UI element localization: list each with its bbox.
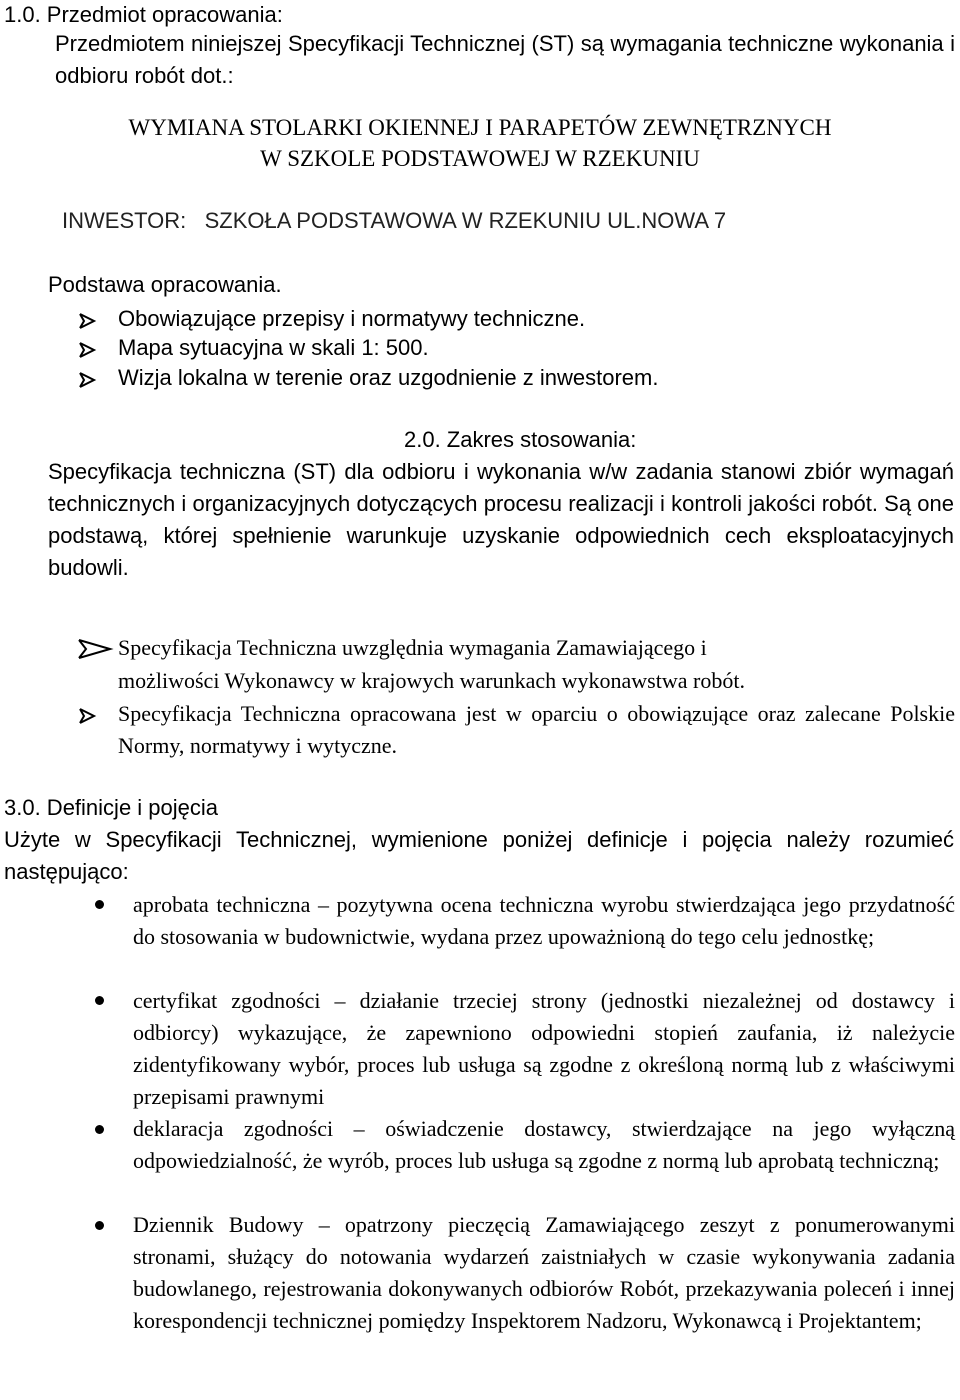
- bullet-dot-icon: [95, 996, 104, 1005]
- definition-item: aprobata techniczna – pozytywna ocena techniczna wyrobu stwierdzająca jego przydatność do stosowania w budownictwie, wydana przez upoważnioną do tego celu jednostkę;: [133, 892, 955, 949]
- arrow-bullet-icon: [78, 312, 98, 330]
- basis-heading: Podstawa opracowania.: [48, 272, 282, 297]
- basis-item: Wizja lokalna w terenie oraz uzgodnienie z inwestorem.: [118, 365, 659, 390]
- bullet-dot-icon: [95, 900, 104, 909]
- section-2-heading: 2.0. Zakres stosowania:: [404, 427, 637, 452]
- section-2-item-1-line-2: możliwości Wykonawcy w krajowych warunkach wykonawstwa robót.: [118, 668, 745, 693]
- bullet-dot-icon: [95, 1221, 104, 1230]
- section-3-intro: Użyte w Specyfikacji Technicznej, wymienione poniżej definicje i pojęcia należy rozumieć następująco:: [4, 827, 954, 884]
- project-title-line-2: W SZKOLE PODSTAWOWEJ W RZEKUNIU: [260, 146, 700, 171]
- section-1-heading: 1.0. Przedmiot opracowania:: [4, 2, 283, 27]
- arrow-bullet-icon: [78, 707, 98, 725]
- investor-line: INWESTOR: SZKOŁA PODSTAWOWA W RZEKUNIU UL.NOWA 7: [62, 208, 727, 233]
- section-2-item-2: Specyfikacja Techniczna opracowana jest w oparciu o obowiązujące oraz zalecane Polskie Normy, normatywy i wytyczne.: [118, 701, 955, 758]
- bullet-dot-icon: [95, 1125, 104, 1134]
- definition-item: deklaracja zgodności – oświadczenie dostawcy, stwierdzające na jego wyłączną odpowiedzialność, że wyrób, proces lub usługa są zgodne z normą lub aprobatą techniczną;: [133, 1116, 955, 1173]
- basis-item: Obowiązujące przepisy i normatywy techniczne.: [118, 306, 586, 331]
- section-3-heading: 3.0. Definicje i pojęcia: [4, 795, 219, 820]
- arrow-bullet-icon: [76, 637, 114, 661]
- definition-item: certyfikat zgodności – działanie trzeciej strony (jednostki niezależnej od dostawcy i odbiorcy) wykazujące, że zapewniono odpowiedni stopień zaufania, iż należycie zidentyfikowany wybór, proces lub usługa są zgodne z określoną normą lub z właściwymi przepisami prawnymi: [133, 988, 955, 1109]
- basis-item: Mapa sytuacyjna w skali 1: 500.: [118, 335, 429, 360]
- section-2-paragraph: Specyfikacja techniczna (ST) dla odbioru i wykonania w/w zadania stanowi zbiór wymagań technicznych i organizacyjnych dotyczących procesu realizacji i kontroli jakości robót. Są one podstawą, której spełnienie warunkuje uzyskanie odpowiednich cech eksploatacyjnych budowli.: [48, 459, 954, 580]
- arrow-bullet-icon: [78, 371, 98, 389]
- definition-item: Dziennik Budowy – opatrzony pieczęcią Zamawiającego zeszyt z ponumerowanymi stronami, służący do notowania wydarzeń zaistniałych w czasie wykonywania zadania budowlanego, rejestrowania dokonywanych odbiorów Robót, przekazywania poleceń i innej korespondencji technicznej pomiędzy Inspektorem Nadzoru, Wykonawcą i Projektantem;: [133, 1212, 955, 1333]
- arrow-bullet-icon: [78, 341, 98, 359]
- project-title-line-1: WYMIANA STOLARKI OKIENNEJ I PARAPETÓW ZEWNĘTRZNYCH: [128, 115, 832, 140]
- section-2-item-1-line-1: Specyfikacja Techniczna uwzględnia wymagania Zamawiającego i: [118, 635, 707, 660]
- section-1-paragraph: Przedmiotem niniejszej Specyfikacji Technicznej (ST) są wymagania techniczne wykonania i odbioru robót dot.:: [55, 31, 955, 88]
